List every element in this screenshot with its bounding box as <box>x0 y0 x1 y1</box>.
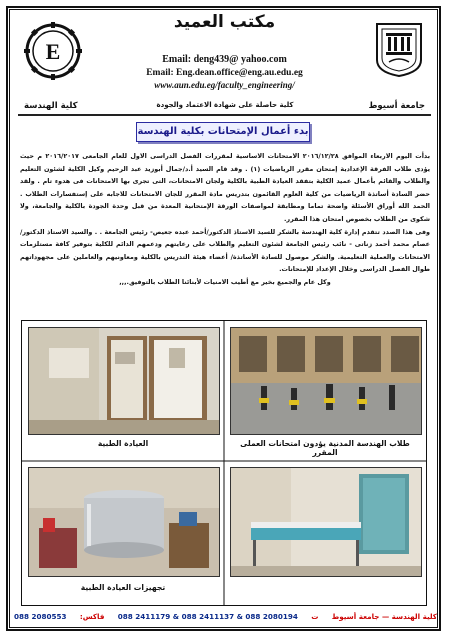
footer-contact <box>14 609 437 623</box>
photo-grid <box>21 320 427 606</box>
clinic-equipment-photo <box>28 467 220 577</box>
clinic-bed-photo <box>230 467 422 577</box>
article-paragraph-2: وفى هذا الصدد تتقدم إدارة كلية الهندسة بالشكر للسيد الاستاذ الدكتور/أحمد عبده جعيص- رئيس الجامعة . . والسيد الاستاذ الدكتور/عصام محمد أحمد زناتى - نائب رئيس الجامعة لشئون التعليم والطلاب على رعايتهم ودعمهم الدائم للكلية بتوفير كافة مستلزمات الامتحانات والعملية التعليمية. والشكر موصول للسادة الأساتذة/ أعضاء هيئة التدريس بالكلية ومعاونيهم والعاملين على مجهوداتهم طوال الفصل الدراسى وخلال الإعداد للإمتحانات. <box>20 227 430 274</box>
footer-org: كلية الهندسة — جامعة أسيوط <box>331 611 437 621</box>
contact-website: www.aun.edu.eg/faculty_engineering/ <box>154 80 295 90</box>
photo-caption-civil-exam: طلاب الهندسة المدنية يؤدون امتحانات العملى المقرر <box>240 439 410 457</box>
contact-email-1: Email: deng439@ yahoo.com <box>162 54 287 65</box>
photo-caption-clinic: العيادة الطبية <box>97 439 149 448</box>
page-title: مكتب العميد <box>173 12 276 32</box>
medical-clinic-photo <box>28 327 220 435</box>
footer-fax-label: فاكس: <box>79 611 105 621</box>
svg-text:E: E <box>45 39 61 64</box>
article-body <box>20 150 430 289</box>
header-divider <box>18 114 431 116</box>
footer-fax: 088 2080553 <box>14 611 67 621</box>
article-closing: وكل عام والجميع بخير مع أطيب الامنيات لأبنائنا الطلاب بالتوفيق.,,, <box>119 277 331 286</box>
photo-caption-clinic-equipment: تجهيزات العيادة الطبية <box>80 583 166 592</box>
accreditation-label: كلية حاصلة على شهادة الاعتماد والجودة <box>156 101 294 109</box>
footer-phone-label: ت <box>311 611 319 621</box>
contact-email-2: Email: Eng.dean.office@eng.au.edu.eg <box>146 68 303 78</box>
faculty-label: كلية الهندسة <box>24 101 78 111</box>
footer-phones: 088 2411179 & 088 2411137 & 088 2080194 <box>117 611 298 621</box>
news-headline: بدء أعمال الإمتحانات بكلية الهندسة <box>136 122 310 142</box>
civil-engineering-exam-photo <box>230 327 422 435</box>
article-paragraph-1: بدأت اليوم الاربعاء الموافق ٢٠١٦/١٢/٢٨ الامتحانات الاساسية لمقررات الفصل الدراسى الاول للعام الجامعى ٢٠١٦/٢٠١٧ م حيث يؤدى طلاب الفرقة الإعدادية إمتحان مقرر الرياضيات (١) . وقد قام السيد أ.د/جمال أبوزيد عبد الرحيم وكيل الكلية لشئون التعليم والطلاب والقائم بأعمال عميد الكلية بتفقد العيادة الطبية بالكلية ولجان الامتحانات، التى تجرى بها الامتحانات فى هدوء تام . ولقد حضر السادة أساتذة الرياضيات من كلية العلوم القائمون بتدريس مادة المقرر للجان الامتحانات للاجابه على إستفسارات الطلاب . الحمد الله أوراق الأسئلة واضحة تماما ومطابقة لمواصفات الورقة الإمتحانية المعدة من قبل وحدة الجودة بالكلية والجامعة، ولا شكوى من الطلاب بخصوص امتحان هذا المقرر. <box>20 152 430 223</box>
university-label: جامعة أسيوط <box>368 101 425 111</box>
